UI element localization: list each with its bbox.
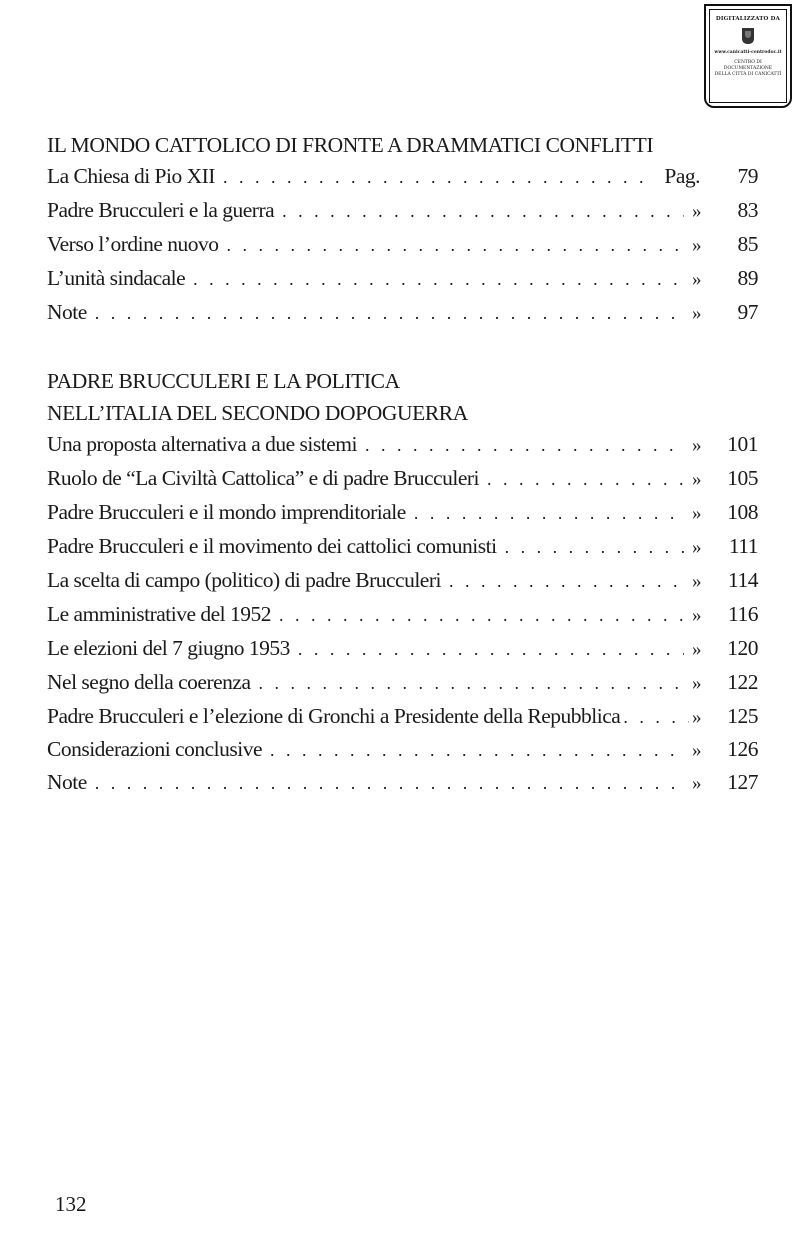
toc-entry-prefix: » — [692, 537, 701, 558]
stamp-url: www.canicatti-centrodoc.it — [714, 50, 782, 55]
toc-entry-prefix: » — [692, 235, 701, 256]
toc-entry — [47, 770, 758, 800]
toc-entry-label: Ruolo de “La Civiltà Cattolica” e di padre Brucculeri — [47, 466, 480, 490]
toc-entry-prefix: » — [692, 639, 701, 660]
toc-entry-page: 116 — [728, 602, 758, 626]
toc-entry-label: Padre Brucculeri e l’elezione di Gronchi a Presidente della Repubblica — [47, 704, 621, 728]
toc-entry-prefix: » — [692, 707, 701, 728]
toc-entry — [47, 164, 758, 194]
toc-entry — [47, 737, 758, 767]
leader-dots — [623, 707, 689, 728]
toc-entry-page: 122 — [727, 670, 758, 694]
toc-entry-page: 120 — [727, 636, 758, 660]
toc-entry-page: 108 — [727, 500, 758, 524]
toc-entry-page: 125 — [727, 704, 758, 728]
leader-dots — [270, 740, 684, 761]
toc-entry — [47, 636, 758, 666]
stamp-heading: DIGITALIZZATO DA — [715, 16, 781, 22]
toc-entry-prefix: » — [692, 773, 701, 794]
toc-entry-label: Nel segno della coerenza — [47, 670, 251, 694]
leader-dots — [227, 235, 684, 256]
toc-entry-prefix: » — [692, 269, 701, 290]
toc-entry-page: 114 — [728, 568, 758, 592]
toc-entry-label: L’unità sindacale — [47, 266, 186, 290]
toc-entry-label: Verso l’ordine nuovo — [47, 232, 219, 256]
toc-entry — [47, 300, 758, 330]
stamp-line-1: CENTRO DI DOCUMENTAZIONE — [723, 60, 773, 71]
toc-entry-page: 105 — [727, 466, 758, 490]
page-number: 132 — [55, 1192, 87, 1216]
toc-entry-prefix: » — [692, 503, 701, 524]
toc-entry-page: 85 — [737, 232, 758, 256]
toc-entry-page: 79 — [737, 164, 758, 188]
toc-entry-prefix: » — [692, 303, 701, 324]
toc-entry — [47, 466, 758, 496]
toc-entry-page: 101 — [727, 432, 758, 456]
digitization-stamp — [704, 4, 792, 108]
toc-entry-prefix: » — [692, 740, 701, 761]
toc-entry-label: Le amministrative del 1952 — [47, 602, 272, 626]
toc-entry-prefix: » — [692, 435, 701, 456]
toc-entry-prefix: » — [692, 605, 701, 626]
toc-entry-label: Padre Brucculeri e il mondo imprenditoriale — [47, 500, 406, 524]
toc-entry-label: Padre Brucculeri e la guerra — [47, 198, 275, 222]
toc-entry-prefix: » — [692, 571, 701, 592]
leader-dots — [282, 201, 684, 222]
toc-entry — [47, 198, 758, 228]
toc-entry-prefix: » — [692, 469, 701, 490]
toc-entry-page: 89 — [737, 266, 758, 290]
toc-entry-label: Note — [47, 300, 87, 324]
section-title: IL MONDO CATTOLICO DI FRONTE A DRAMMATICI CONFLITTI — [47, 133, 654, 157]
leader-dots — [487, 469, 684, 490]
toc-entry-label: Considerazioni conclusive — [47, 737, 262, 761]
leader-dots — [95, 303, 684, 324]
leader-dots — [193, 269, 684, 290]
toc-entry-page: 127 — [727, 770, 758, 794]
toc-entry-label: Le elezioni del 7 giugno 1953 — [47, 636, 290, 660]
toc-entry-page: 126 — [727, 737, 758, 761]
toc-entry — [47, 568, 758, 598]
leader-dots — [279, 605, 684, 626]
leader-dots — [298, 639, 684, 660]
toc-entry-prefix: » — [692, 201, 701, 222]
toc-entry — [47, 432, 758, 462]
leader-dots — [258, 673, 684, 694]
leader-dots — [95, 773, 684, 794]
toc-entry — [47, 670, 758, 700]
toc-entry-label: Note — [47, 770, 87, 794]
toc-entry — [47, 534, 758, 564]
toc-entry — [47, 500, 758, 530]
toc-entry — [47, 232, 758, 262]
toc-entry-label: Una proposta alternativa a due sistemi — [47, 432, 357, 456]
leader-dots — [505, 537, 684, 558]
toc-entry-label: La Chiesa di Pio XII — [47, 164, 215, 188]
section-title: PADRE BRUCCULERI E LA POLITICA — [47, 369, 400, 393]
toc-entry-page: 111 — [728, 534, 758, 558]
leader-dots — [365, 435, 684, 456]
toc-entry-page: 83 — [737, 198, 758, 222]
leader-dots — [414, 503, 684, 524]
toc-entry — [47, 602, 758, 632]
toc-entry-page: 97 — [737, 300, 758, 324]
city-crest-icon — [742, 28, 754, 44]
leader-dots — [449, 571, 684, 592]
stamp-line-2: DELLA CITTÀ DI CANICATTÌ — [714, 72, 782, 77]
section-title: NELL’ITALIA DEL SECONDO DOPOGUERRA — [47, 401, 468, 425]
toc-entry-label: Padre Brucculeri e il movimento dei cattolici comunisti — [47, 534, 497, 558]
toc-entry-prefix: Pag. — [664, 164, 700, 188]
toc-entry-label: La scelta di campo (politico) di padre Brucculeri — [47, 568, 441, 592]
leader-dots — [223, 167, 656, 188]
toc-entry — [47, 704, 758, 734]
toc-entry-prefix: » — [692, 673, 701, 694]
toc-entry — [47, 266, 758, 296]
